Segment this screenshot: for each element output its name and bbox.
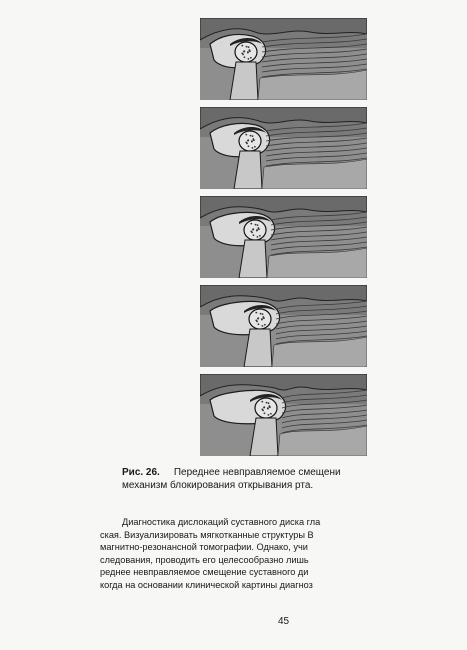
figure-panel-3: [200, 196, 367, 278]
figure-panel-5: [200, 374, 367, 456]
body-line: когда на основании клинической картины диагноз: [100, 579, 313, 590]
body-line: ская. Визуализировать мягкотканные структуры В: [100, 529, 314, 540]
tmj-sketch: [200, 107, 367, 189]
caption-line-2: механизм блокирования открывания рта.: [122, 480, 314, 491]
figure-illustration-stack: [200, 18, 367, 463]
figure-panel-4: [200, 285, 367, 367]
tmj-sketch: [200, 285, 367, 367]
figure-panel-2: [200, 107, 367, 189]
caption-line-1: Переднее невправляемое смещени: [173, 467, 341, 478]
body-paragraph: [100, 516, 367, 592]
body-line: Диагностика дислокаций суставного диска гла: [122, 517, 321, 527]
body-line: магнитно-резонансной томографии. Однако, учи: [100, 542, 308, 553]
tmj-sketch: [200, 196, 367, 278]
body-line: реднее невправляемое смещение суставного ди: [100, 567, 309, 578]
figure-caption: [122, 466, 367, 492]
page-number: 45: [278, 616, 290, 627]
figure-label: Рис. 26.: [122, 467, 160, 478]
tmj-sketch: [200, 374, 367, 456]
figure-panel-1: [200, 18, 367, 100]
body-line: следования, проводить его целесообразно лишь: [100, 554, 309, 565]
tmj-sketch: [200, 18, 367, 100]
